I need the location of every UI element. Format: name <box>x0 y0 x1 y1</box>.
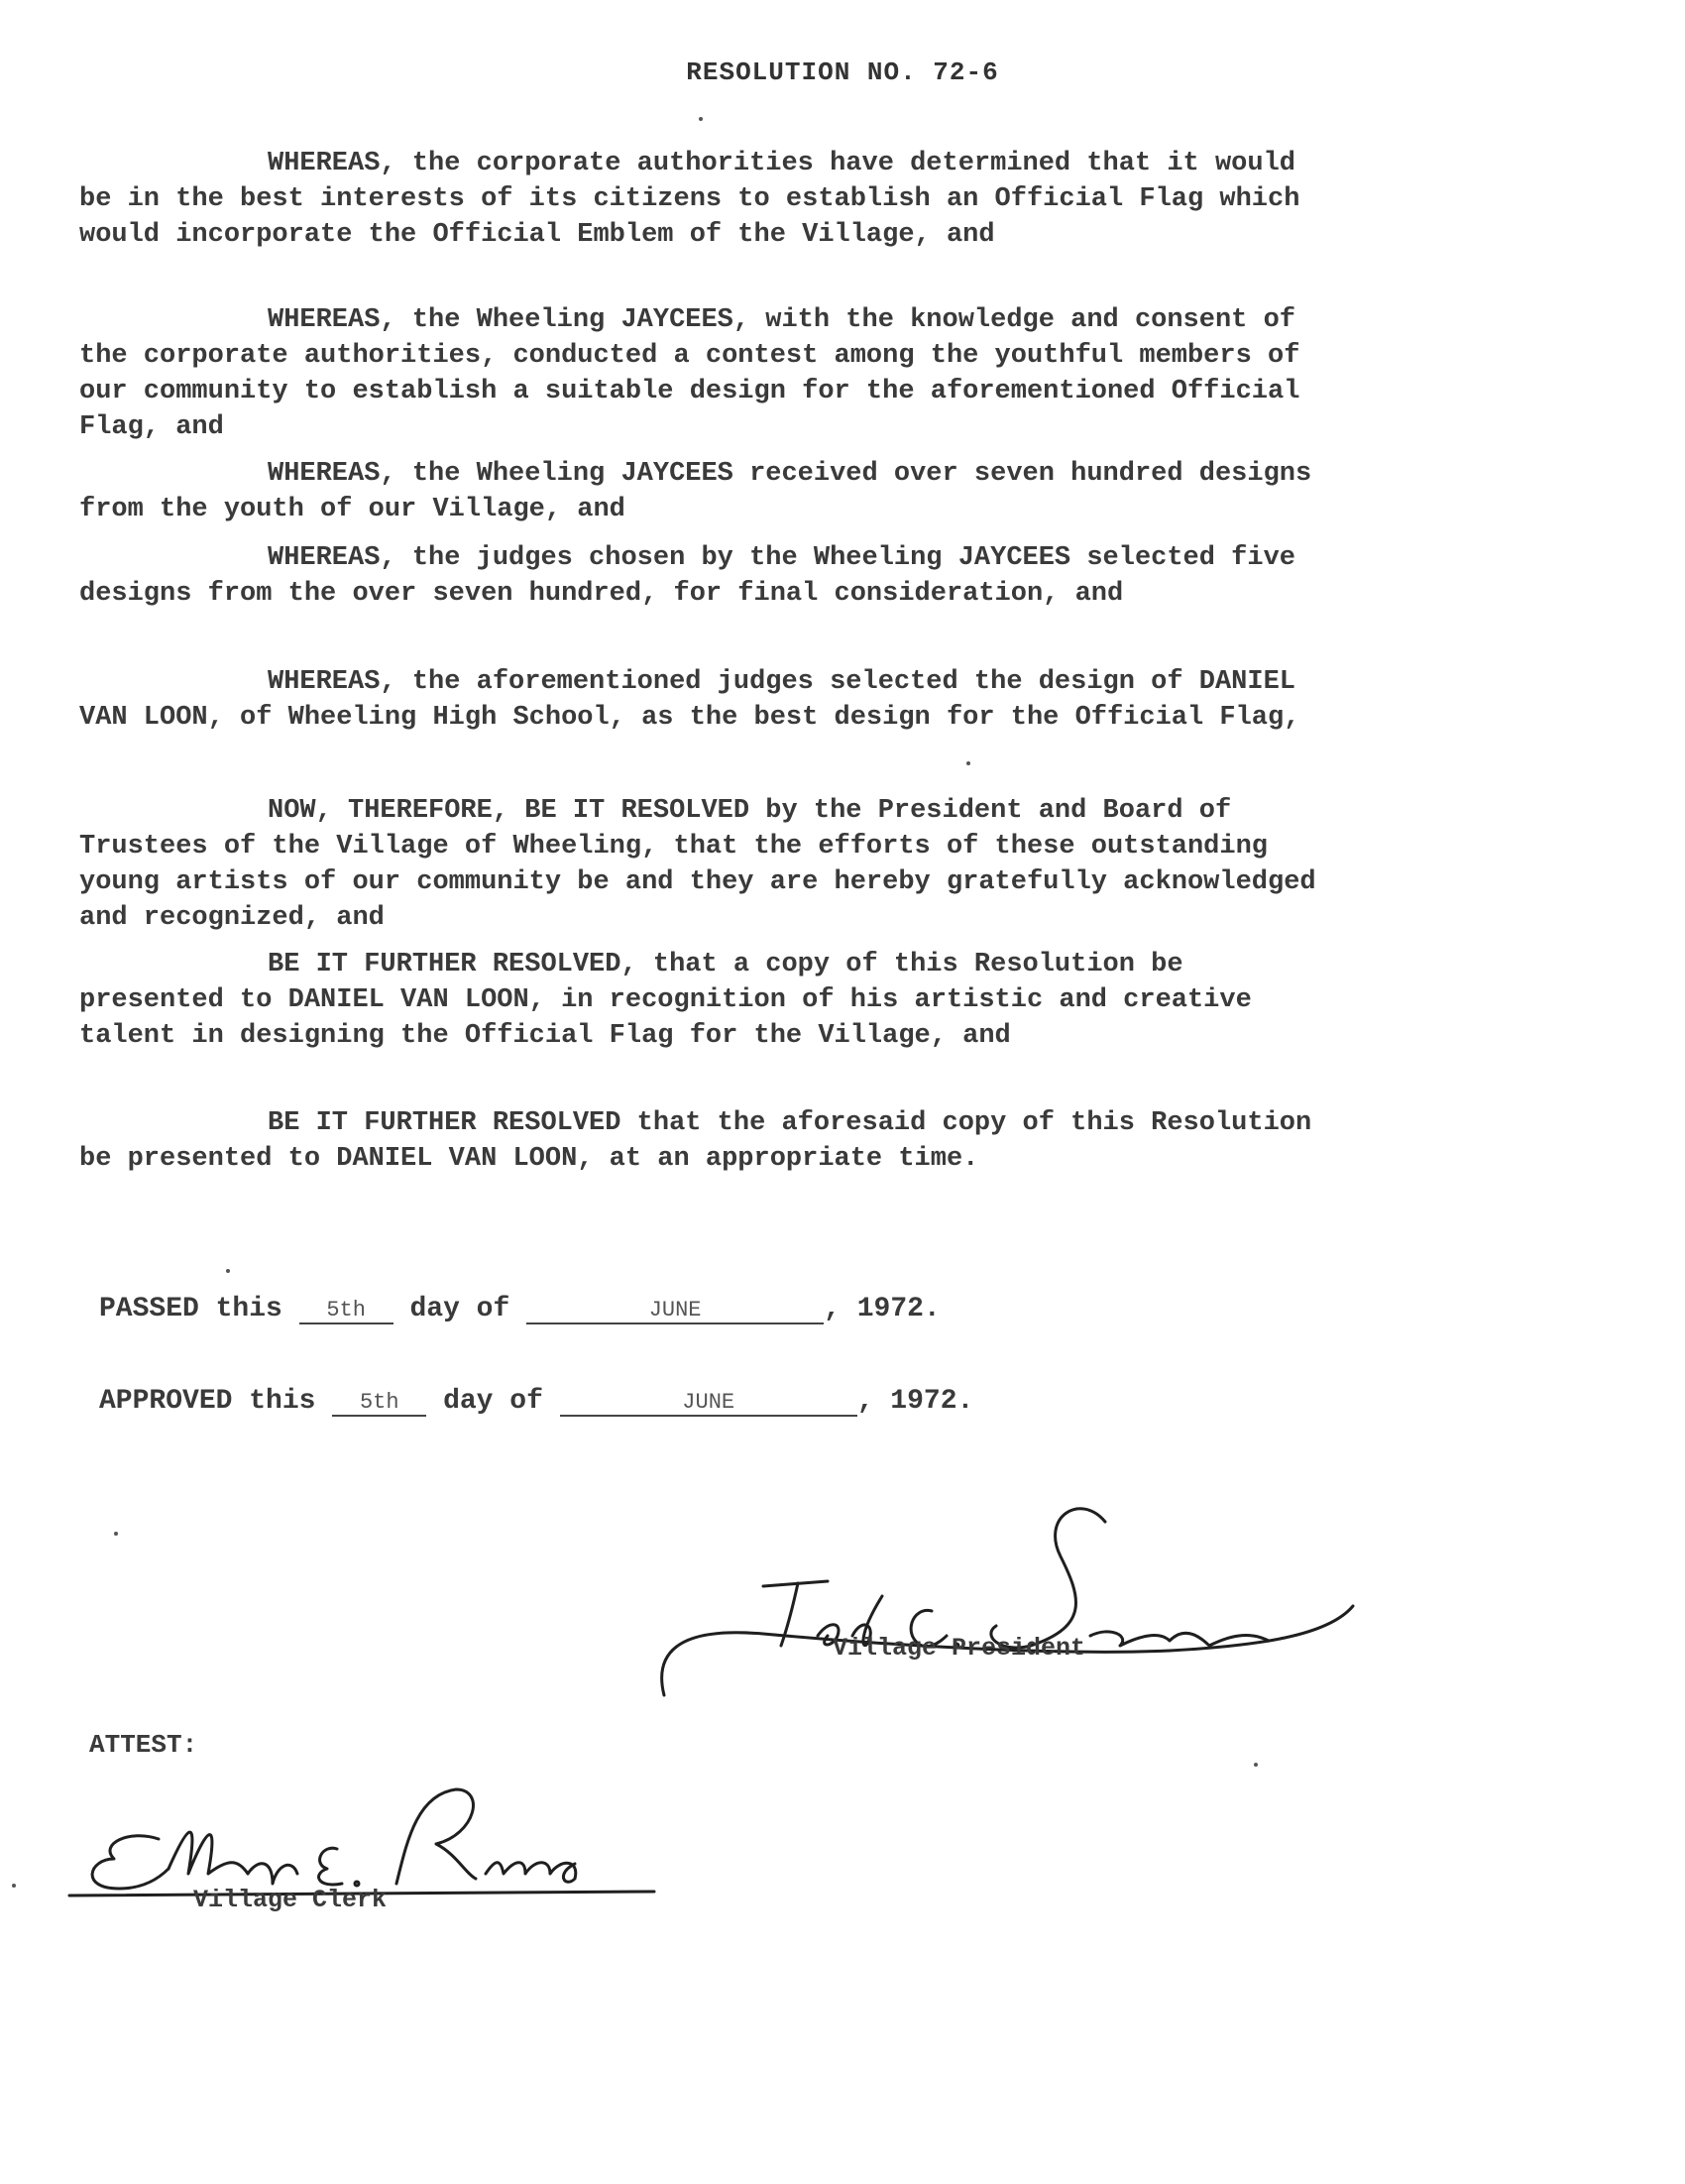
approved-day-of-label: day of <box>443 1386 543 1417</box>
paragraph-whereas-1: WHEREAS, the corporate authorities have determined that it would be in the best interests of its citizens to establish an Official Flag which would incorporate the Official Emblem of the Village, and <box>79 149 1300 250</box>
approved-label: APPROVED this <box>99 1386 316 1417</box>
paragraph-further-resolved-2: BE IT FURTHER RESOLVED that the aforesaid copy of this Resolution be presented to DANIEL VAN LOON, at an appropriate time. <box>79 1108 1312 1174</box>
president-title: Village President <box>833 1634 1086 1663</box>
clerk-signature <box>59 1765 674 1903</box>
paragraph-whereas-5: WHEREAS, the aforementioned judges selected the design of DANIEL VAN LOON, of Wheeling High School, as the best design for the Official Flag, <box>79 667 1300 733</box>
scan-speck <box>12 1884 16 1888</box>
paragraph-whereas-2: WHEREAS, the Wheeling JAYCEES, with the knowledge and consent of the corporate authorities, conducted a contest among the youthful members of our community to establish a suitable design for the aforementioned Official Flag, and <box>79 305 1300 442</box>
scan-speck <box>699 117 703 121</box>
paragraph-whereas-3: WHEREAS, the Wheeling JAYCEES received over seven hundred designs from the youth of our Village, and <box>79 459 1312 524</box>
approved-month-field: JUNE <box>560 1390 857 1417</box>
passed-line <box>99 1294 941 1324</box>
paragraph-further-resolved-1: BE IT FURTHER RESOLVED, that a copy of this Resolution be presented to DANIEL VAN LOON, in recognition of his artistic and creative talent in designing the Official Flag for the Village, and <box>79 950 1252 1051</box>
scan-speck <box>966 761 970 765</box>
passed-year: , 1972. <box>824 1294 941 1324</box>
paragraph-resolved: NOW, THEREFORE, BE IT RESOLVED by the President and Board of Trustees of the Village of Wheeling, that the efforts of these outstanding young artists of our community be and they are hereby gratefully acknowledged and recognized, and <box>79 796 1316 933</box>
clerk-title: Village Clerk <box>193 1886 388 1914</box>
approved-day-field: 5th <box>332 1390 426 1417</box>
passed-month-field: JUNE <box>526 1298 824 1324</box>
scan-speck <box>1254 1763 1258 1767</box>
resolution-title: RESOLUTION NO. 72-6 <box>686 57 999 87</box>
passed-label: PASSED this <box>99 1294 282 1324</box>
scan-speck <box>226 1269 230 1273</box>
president-signature <box>615 1487 1368 1705</box>
scan-speck <box>114 1532 118 1536</box>
paragraph-whereas-4: WHEREAS, the judges chosen by the Wheeling JAYCEES selected five designs from the over seven hundred, for final consideration, and <box>79 543 1295 609</box>
approved-year: , 1972. <box>856 1386 974 1417</box>
attest-label: ATTEST: <box>89 1730 198 1760</box>
passed-day-field: 5th <box>299 1298 393 1324</box>
approved-line <box>99 1386 973 1417</box>
passed-day-of-label: day of <box>409 1294 510 1324</box>
